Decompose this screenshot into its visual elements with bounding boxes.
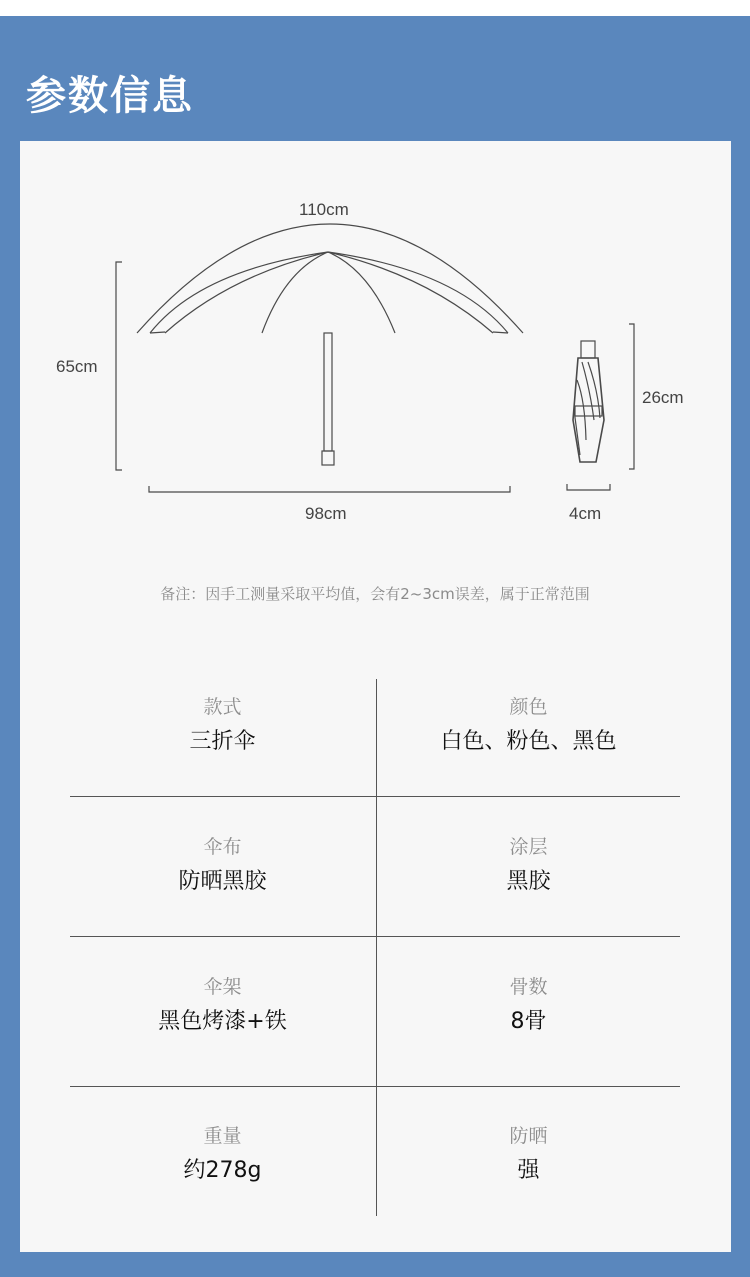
folded-umbrella-strap — [575, 406, 602, 416]
spec-value: 黑胶 — [506, 869, 551, 894]
table-divider — [70, 796, 680, 797]
spec-cell-color — [376, 695, 681, 757]
table-divider — [70, 936, 680, 937]
spec-value: 白色、粉色、黑色 — [440, 729, 617, 754]
folded-umbrella-cap — [581, 341, 595, 358]
spec-cell-weight — [70, 1124, 375, 1186]
folded-width-label: 4cm — [569, 504, 602, 523]
spec-value: 三折伞 — [189, 729, 256, 754]
open-width-dimension-line — [149, 486, 510, 492]
spec-label: 颜色 — [509, 696, 548, 718]
open-width-label: 98cm — [305, 504, 347, 523]
spec-value: 防晒黑胶 — [178, 869, 267, 894]
spec-label: 伞布 — [203, 836, 242, 858]
spec-cell-fabric — [70, 835, 375, 897]
umbrella-canopy — [150, 252, 508, 333]
umbrella-rib — [328, 252, 395, 333]
spec-cell-frame — [70, 975, 375, 1037]
spec-cell-style — [70, 695, 375, 757]
folded-length-label: 26cm — [642, 388, 684, 407]
spec-cell-coating — [376, 835, 681, 897]
spec-label: 重量 — [203, 1125, 242, 1147]
measurement-note: 备注：因手工测量采取平均值，会有2~3cm误差，属于正常范围 — [160, 585, 590, 603]
umbrella-rib — [262, 252, 328, 333]
spec-cell-ribs — [376, 975, 681, 1037]
spec-label: 伞架 — [203, 976, 242, 998]
folded-width-dimension-line — [567, 484, 610, 490]
open-arc-dimension-line — [137, 224, 523, 333]
umbrella-diagram — [0, 0, 750, 560]
spec-label: 骨数 — [509, 976, 548, 998]
spec-label: 款式 — [203, 696, 242, 718]
spec-value: 强 — [517, 1158, 540, 1183]
spec-value: 约278g — [183, 1158, 262, 1183]
open-height-label: 65cm — [56, 357, 98, 376]
umbrella-rib — [328, 252, 493, 333]
open-height-dimension-line — [116, 262, 122, 470]
spec-cell-sun-protection — [376, 1124, 681, 1186]
umbrella-rib — [165, 252, 328, 333]
folded-length-dimension-line — [629, 324, 634, 469]
folded-umbrella-stripe — [574, 362, 600, 455]
spec-table — [70, 677, 680, 1217]
umbrella-shaft — [324, 333, 332, 451]
open-arc-label: 110cm — [299, 200, 349, 219]
umbrella-handle — [322, 451, 334, 465]
spec-label: 防晒 — [509, 1125, 548, 1147]
table-divider — [70, 1086, 680, 1087]
spec-value: 黑色烤漆+铁 — [158, 1009, 287, 1034]
spec-label: 涂层 — [509, 836, 548, 858]
spec-value: 8骨 — [510, 1009, 547, 1034]
page-title: 参数信息 — [26, 73, 194, 119]
